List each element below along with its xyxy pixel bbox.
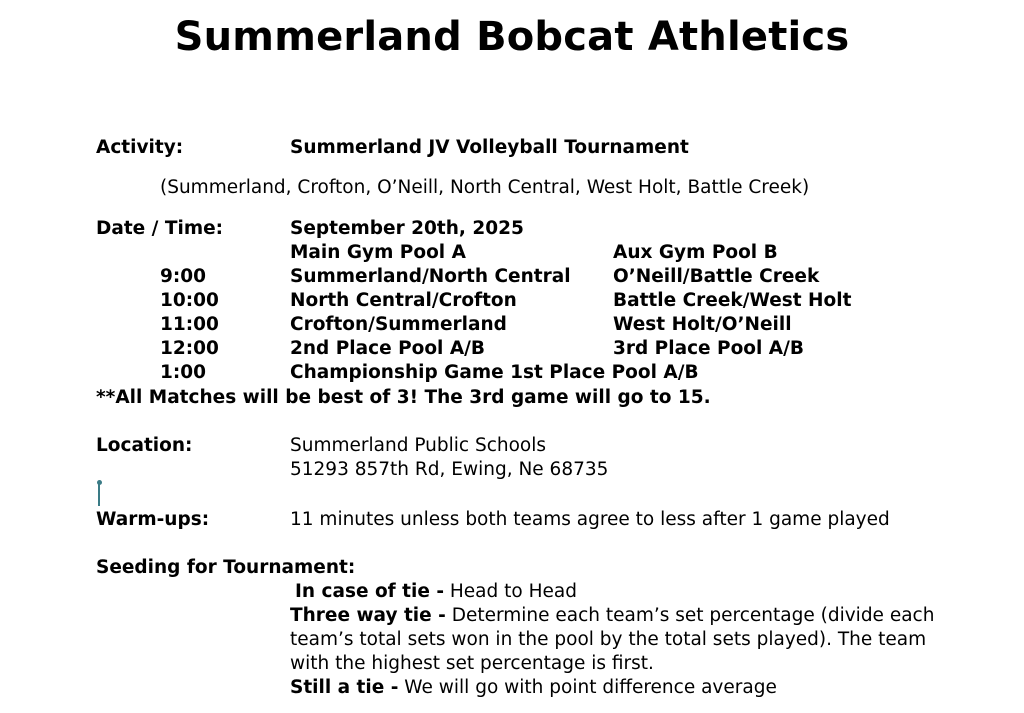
schedule-championship: Championship Game 1st Place Pool A/B (290, 362, 699, 383)
still-tie-label: Still a tie - (290, 677, 399, 698)
location-address: 51293 857th Rd, Ewing, Ne 68735 (290, 459, 609, 480)
date-time-label: Date / Time: (96, 218, 224, 239)
activity-label: Activity: (96, 137, 184, 158)
text-cursor-marker (98, 480, 101, 506)
tie-rule (295, 580, 577, 604)
schedule-pool-a-match: Summerland/North Central (290, 266, 571, 287)
warmups-label: Warm-ups: (96, 509, 210, 530)
schedule-pool-a-match: Crofton/Summerland (290, 314, 507, 335)
schedule-time: 1:00 (160, 362, 207, 383)
location-name: Summerland Public Schools (290, 435, 547, 456)
schedule-time: 11:00 (160, 314, 219, 335)
three-way-tie-text-line2: team’s total sets won in the pool by the total sets played). The team (290, 629, 927, 650)
pool-a-header: Main Gym Pool A (290, 242, 466, 263)
schedule-time: 12:00 (160, 338, 219, 359)
schedule-pool-a-match: North Central/Crofton (290, 290, 517, 311)
still-tie-value: We will go with point difference average (398, 677, 777, 698)
schedule-pool-b-match: O’Neill/Battle Creek (613, 266, 820, 287)
schedule-pool-b-match: Battle Creek/West Holt (613, 290, 852, 311)
schedule-time: 9:00 (160, 266, 207, 287)
three-way-tie-text: Determine each team’s set percentage (divide each (445, 605, 935, 626)
three-way-tie-label: Three way tie - (290, 605, 446, 626)
warmups-value: 11 minutes unless both teams agree to less after 1 game played (290, 509, 890, 530)
activity-teams: (Summerland, Crofton, O’Neill, North Central, West Holt, Battle Creek) (160, 177, 810, 198)
schedule-pool-b-match: West Holt/O’Neill (613, 314, 792, 335)
page-title: Summerland Bobcat Athletics (174, 14, 850, 60)
tie-rule-value: Head to Head (444, 581, 577, 602)
location-label: Location: (96, 435, 193, 456)
activity-value: Summerland JV Volleyball Tournament (290, 137, 689, 158)
matches-note: **All Matches will be best of 3! The 3rd game will go to 15. (96, 387, 711, 408)
pool-b-header: Aux Gym Pool B (613, 242, 778, 263)
schedule-pool-a-match: 2nd Place Pool A/B (290, 338, 485, 359)
still-tie-rule (290, 676, 777, 700)
event-date: September 20th, 2025 (290, 218, 524, 239)
schedule-pool-b-match: 3rd Place Pool A/B (613, 338, 804, 359)
schedule-time: 10:00 (160, 290, 219, 311)
tie-rule-label: In case of tie - (295, 581, 444, 602)
three-way-tie-rule (290, 604, 934, 628)
seeding-label: Seeding for Tournament: (96, 557, 356, 578)
three-way-tie-text-line3: with the highest set percentage is first. (290, 653, 654, 674)
